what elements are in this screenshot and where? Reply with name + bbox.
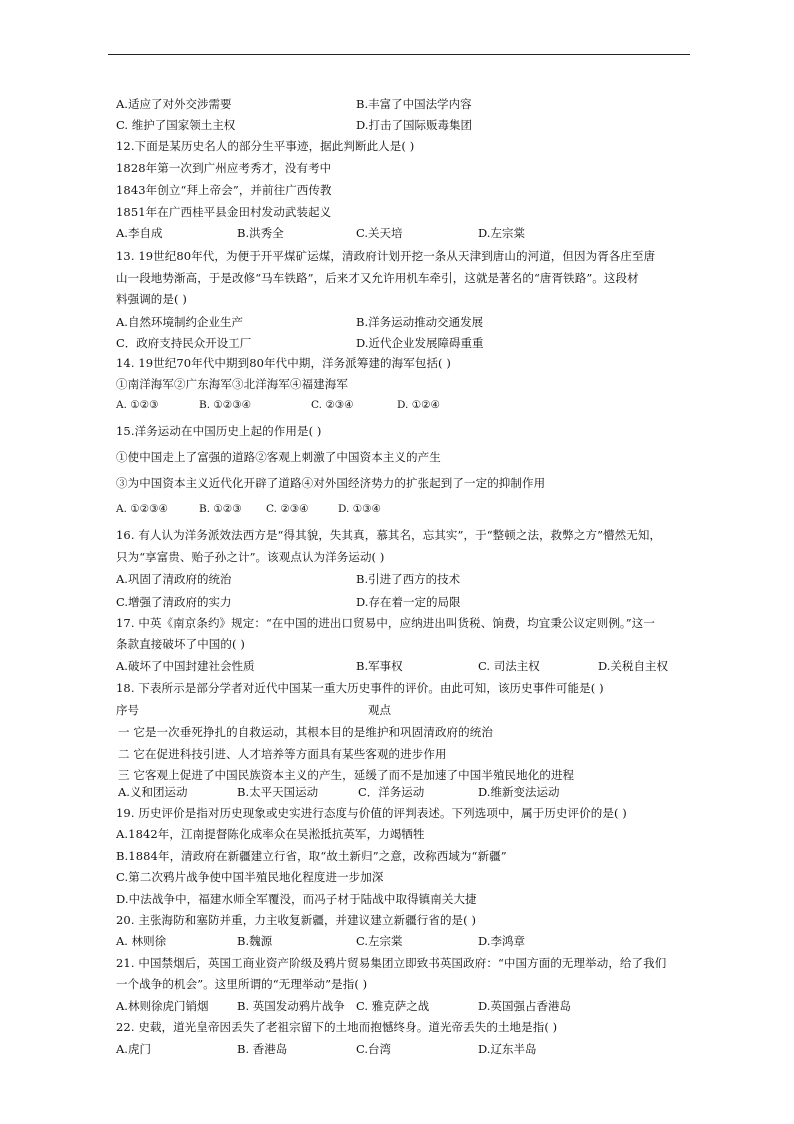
q14-option-d: D. ①②④: [397, 399, 440, 411]
q16-stem-2: 只为“享富贵、贻子孙之计”。该观点认为洋务运动( ): [116, 550, 385, 564]
q21-stem-1: 21. 中国禁烟后，英国工商业资产阶级及鸦片贸易集团立即致书英国政府：“中国方面的无理举动，给了我们: [116, 956, 667, 970]
q14-stem: 14. 19世纪70年代中期到80年代中期，洋务派筹建的海军包括( ): [116, 356, 451, 370]
q22-option-d: D.辽东半岛: [478, 1042, 537, 1056]
q15-option-d: D. ①③④: [338, 503, 381, 515]
q12-line-3: 1851年在广西桂平县金田村发动武装起义: [116, 205, 332, 219]
q18-table-row-2: 二 它在促进科技引进、人才培养等方面具有某些客观的进步作用: [118, 747, 447, 761]
q20-option-d: D.李鸿章: [478, 934, 525, 948]
q19-option-d: D.中法战争中，福建水师全军覆没，而冯子材于陆战中取得镇南关大捷: [116, 892, 477, 906]
q22-option-b: B. 香港岛: [237, 1042, 288, 1056]
q17-stem-1: 17. 中英《南京条约》规定：“在中国的进出口贸易中，应纳进出叫货税、饷费，均宜秉公议定则例。”这一: [116, 616, 655, 630]
q17-stem-2: 条款直接破坏了中国的( ): [116, 637, 245, 651]
q11-option-a: A.适应了对外交涉需要: [116, 97, 232, 111]
q17-option-d: D.关税自主权: [598, 659, 668, 673]
q12-option-a: A.李自成: [116, 226, 163, 240]
q18-option-b: B.太平天国运动: [237, 785, 319, 799]
q18-option-d: D.维新变法运动: [478, 785, 560, 799]
q13-option-c: C．政府支持民众开设工厂: [116, 336, 252, 350]
q19-option-a: A.1842年，江南提督陈化成率众在吴淞抵抗英军，力竭牺牲: [116, 827, 425, 841]
q16-option-d: D.存在着一定的局限: [356, 595, 461, 609]
q11-option-d: D.打击了国际贩毒集团: [356, 118, 472, 132]
q13-stem-3: 料强调的是( ): [116, 292, 187, 306]
q18-table-row-1: 一 它是一次垂死挣扎的自救运动，其根本目的是维护和巩固清政府的统治: [118, 725, 493, 739]
q20-stem: 20. 主张海防和塞防并重，力主收复新疆，并建议建立新疆行省的是( ): [116, 913, 477, 927]
q18-table-header-index: 序号: [116, 703, 139, 717]
q14-items: ①南洋海军②广东海军③北洋海军④福建海军: [116, 377, 348, 391]
q18-option-c: C．洋务运动: [358, 785, 425, 799]
q22-option-c: C.台湾: [356, 1042, 392, 1056]
q22-stem: 22. 史载，道光皇帝因丢失了老祖宗留下的土地而抱憾终身。道光帝丢失的土地是指( ): [116, 1020, 558, 1034]
q16-option-b: B.引进了西方的技术: [356, 572, 461, 586]
q16-option-c: C.增强了清政府的实力: [116, 595, 232, 609]
q14-option-a: A. ①②③: [116, 399, 159, 411]
q21-option-b: B. 英国发动鸦片战争: [237, 999, 345, 1013]
q19-stem: 19. 历史评价是指对历史现象或史实进行态度与价值的评判表述。下列选项中，属于历史评价的是( ): [116, 806, 627, 820]
q17-option-c: C. 司法主权: [478, 659, 540, 673]
q19-option-c: C.第二次鸦片战争使中国半殖民地化程度进一步加深: [116, 870, 384, 884]
q20-option-b: B.魏源: [237, 934, 273, 948]
q15-option-a: A. ①②③④: [116, 503, 168, 515]
q11-option-b: B.丰富了中国法学内容: [356, 97, 472, 111]
q15-items-2: ③为中国资本主义近代化开辟了道路④对外国经济势力的扩张起到了一定的抑制作用: [116, 476, 546, 490]
q16-stem-1: 16. 有人认为洋务派效法西方是“得其貌，失其真，慕其名，忘其实”，于“整顿之法，救弊之方”懵然无知，: [116, 528, 662, 542]
header-rule: [108, 54, 690, 55]
q15-items-1: ①使中国走上了富强的道路②客观上刺激了中国资本主义的产生: [116, 450, 441, 464]
q21-option-c: C. 雅克萨之战: [356, 999, 430, 1013]
q18-option-a: A.义和团运动: [118, 785, 188, 799]
q18-table-row-3: 三 它客观上促进了中国民族资本主义的产生，延缓了而不是加速了中国半殖民地化的进程: [118, 768, 575, 782]
q21-stem-2: 一个战争的机会”。这里所谓的“无理举动”是指( ): [116, 977, 368, 991]
q12-line-1: 1828年第一次到广州应考秀才，没有考中: [116, 161, 332, 175]
q20-option-a: A. 林则徐: [116, 934, 167, 948]
q12-option-b: B.洪秀全: [237, 226, 284, 240]
q13-stem-2: 山一段地势渐高，于是改修“马车铁路”，后来才又允许用机车牵引，这就是著名的“唐胥铁路”。这段材: [116, 271, 639, 285]
q16-option-a: A.巩固了清政府的统治: [116, 572, 232, 586]
q21-option-a: A.林则徐虎门销烟: [116, 999, 209, 1013]
q22-option-a: A.虎门: [116, 1042, 151, 1056]
q12-line-2: 1843年创立“拜上帝会”，并前往广西传教: [116, 183, 332, 197]
q19-option-b: B.1884年，清政府在新疆建立行省，取“故土新归”之意，改称西域为“新疆”: [116, 849, 507, 863]
q15-option-c: C. ②③④: [266, 503, 309, 515]
q14-option-b: B. ①②③④: [199, 399, 252, 411]
q14-option-c: C. ②③④: [311, 399, 354, 411]
q13-option-d: D.近代企业发展障碍重重: [356, 336, 484, 350]
q21-option-d: D.英国强占香港岛: [478, 999, 571, 1013]
q12-option-d: D.左宗棠: [478, 226, 525, 240]
q20-option-c: C.左宗棠: [356, 934, 403, 948]
q13-option-b: B.洋务运动推动交通发展: [356, 315, 484, 329]
q15-stem: 15.洋务运动在中国历史上起的作用是( ): [116, 424, 322, 438]
q17-option-b: B.军事权: [356, 659, 403, 673]
q13-option-a: A.自然环境制约企业生产: [116, 315, 243, 329]
q17-option-a: A.破坏了中国封建社会性质: [116, 659, 255, 673]
q15-option-b: B. ①②③: [199, 503, 242, 515]
q18-table-header-view: 观点: [368, 703, 391, 717]
q13-stem-1: 13. 19世纪80年代，为便于开平煤矿运煤，清政府计划开挖一条从天津到唐山的河道，但因为胥各庄至唐: [116, 249, 656, 263]
q11-option-c: C. 维护了国家领土主权: [116, 118, 236, 132]
q12-stem: 12.下面是某历史名人的部分生平事迹，据此判断此人是( ): [116, 139, 415, 153]
q18-stem: 18. 下表所示是部分学者对近代中国某一重大历史事件的评价。由此可知，该历史事件可能是( ): [116, 681, 604, 695]
q12-option-c: C.关天培: [356, 226, 403, 240]
